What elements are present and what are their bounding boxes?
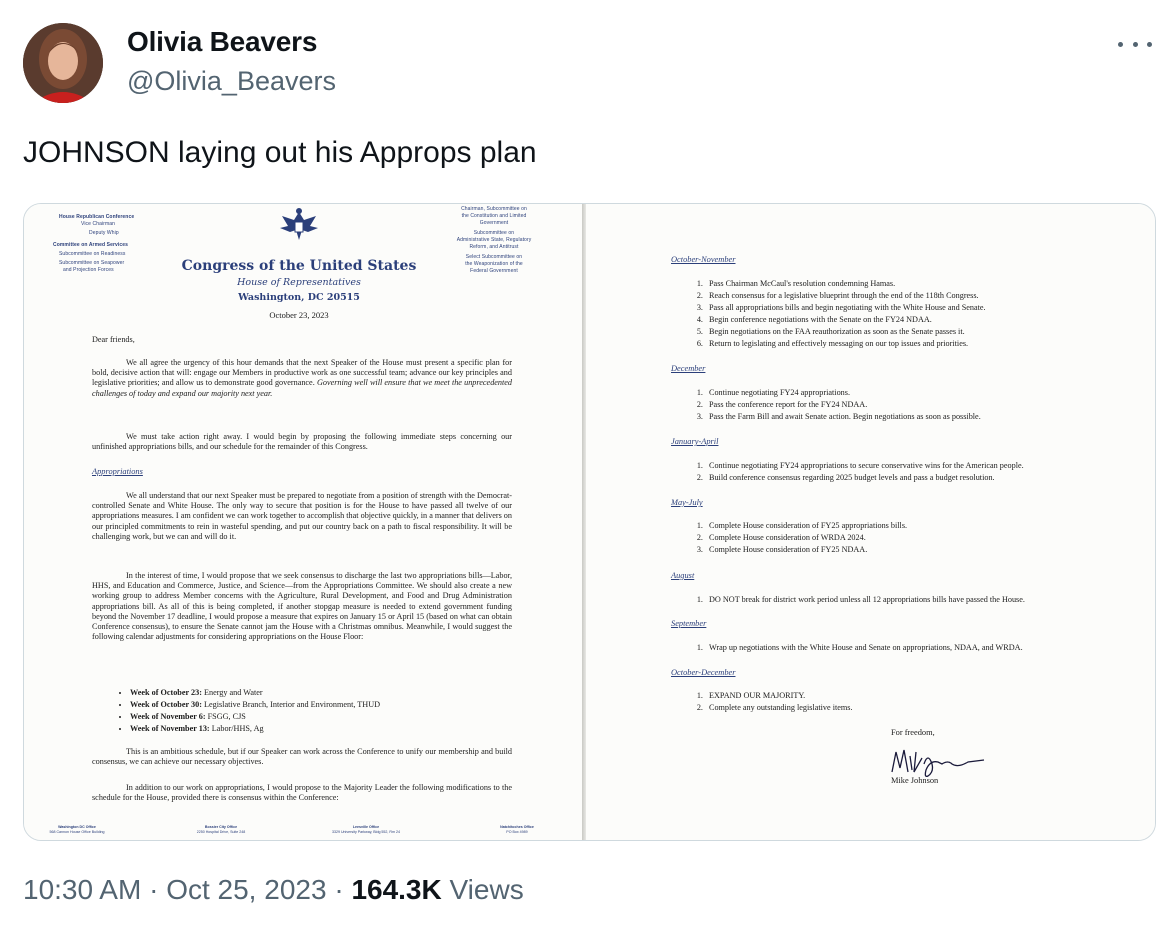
paragraph-5: This is an ambitious schedule, but if our Speaker can work across the Conference to unify our membership and build consensus, we can achieve our necessary objectives.: [92, 747, 512, 767]
separator: ·: [334, 874, 344, 905]
list-item: 1. EXPAND OUR MAJORITY.: [705, 690, 853, 702]
signer-name: Mike Johnson: [891, 776, 939, 785]
list-item: 3. Pass the Farm Bill and await Senate action. Begin negotiations as soon as possible.: [705, 411, 981, 423]
section-list: [671, 520, 907, 556]
views-count[interactable]: 164.3K: [351, 874, 442, 905]
office-address: Washington DC Office 568 Cannon House Office Building: [49, 825, 105, 834]
list-item: 2. Complete House consideration of WRDA 2024.: [705, 532, 907, 544]
tweet-date[interactable]: Oct 25, 2023: [166, 874, 327, 905]
list-item: • Week of November 13: Labor/HHS, Ag: [130, 723, 380, 735]
list-item: 1. Continue negotiating FY24 appropriations.: [705, 387, 981, 399]
tweet-text: JOHNSON laying out his Approps plan: [23, 136, 537, 169]
list-item: 6. Return to legislating and effectively messaging on our top issues and priorities.: [705, 338, 986, 350]
city-address: Washington, DC 20515: [238, 292, 360, 303]
section-heading: January-April: [671, 437, 719, 446]
more-options-icon[interactable]: [1118, 34, 1152, 54]
author-avatar[interactable]: [23, 23, 103, 103]
section-list: [671, 278, 986, 350]
paragraph-6: In addition to our work on appropriations, I would propose to the Majority Leader the following modifications to the schedule for the House, provided there is consensus within the Conference:: [92, 783, 512, 803]
list-item: • Week of October 23: Energy and Water: [130, 687, 380, 699]
list-item: 2. Complete any outstanding legislative items.: [705, 702, 853, 714]
letterhead-right: Chairman, Subcommittee on the Constitution and Limited Government Subcommittee on Administrative State, Regulatory Reform, and Antitrust Select Subcommittee on the Weaponization of the Federal Government: [456, 206, 532, 274]
section-list: [671, 460, 1024, 484]
list-item: 2. Build conference consensus regarding 2025 budget levels and pass a budget resolution.: [705, 472, 1024, 484]
paragraph-4: In the interest of time, I would propose that we seek consensus to discharge the last two appropriations bills—Labor, HHS, and Education and Commerce, Justice, and Science—from the Appropriations Committee. We should also create a new working group to address Member concerns with the Agriculture, Rural Development, and Food and Drug Administration appropriations bill. As all of this is being completed, if another stopgap measure is needed to extend government funding beyond the November 17 deadline, I would propose a measure that expires on January 15 or April 15 (based on what can obtain Conference consensus), to ensure the Senate cannot jam the House with a Christmas omnibus. Meanwhile, I would suggest the following calendar adjustments for considering appropriations on the House Floor:: [92, 571, 512, 642]
paragraph-1: We all agree the urgency of this hour demands that the next Speaker of the House must present a specific plan for bold, decisive action that will: engage our Members in productive work as one successful team; advance our key principles and legislative priorities; and allow us to demonstrate good governance. Governing well will ensure that we meet the unprecedented challenges of today and expand our majority next year.: [92, 358, 513, 398]
list-item: 2. Reach consensus for a legislative blueprint through the end of the 118th Congress.: [705, 290, 986, 302]
list-item: 1. Wrap up negotiations with the White House and Senate on appropriations, NDAA, and WRDA.: [705, 642, 1023, 654]
list-item: • Week of October 30: Legislative Branch, Interior and Environment, THUD: [130, 699, 380, 711]
letterhead-left: House Republican Conference Vice Chairman Deputy Whip Committee on Armed Services Subcommittee on Readiness Subcommittee on Seapower and Projection Forces: [53, 214, 135, 273]
tweet-media-image[interactable]: [23, 203, 1156, 841]
section-heading: December: [671, 364, 706, 373]
list-item: 5. Begin negotiations on the FAA reauthorization as soon as the Senate passes it.: [705, 326, 986, 338]
list-item: 1. Continue negotiating FY24 appropriations to secure conservative wins for the American people.: [705, 460, 1024, 472]
author-handle[interactable]: @Olivia_Beavers: [127, 66, 336, 96]
section-list: [671, 642, 1023, 654]
list-item: 1. DO NOT break for district work period unless all 12 appropriations bills have passed the House.: [705, 594, 1025, 606]
closing: For freedom,: [891, 728, 935, 737]
section-heading: May-July: [671, 498, 703, 507]
list-item: 1. Pass Chairman McCaul's resolution condemning Hamas.: [705, 278, 986, 290]
office-address: Natchitoches Office PO Box 4989: [500, 825, 534, 834]
congress-title: Congress of the United States: [181, 258, 417, 274]
house-name: House of Representatives: [237, 277, 361, 288]
letter-page-2: [586, 204, 1155, 840]
paragraph-3: We all understand that our next Speaker must be prepared to negotiate from a position of strength with the Democrat-controlled Senate and White House. The only way to secure that position is for the House to have passed all twelve of our appropriations measures. I am confident we can work together to accomplish that objective quickly, in a manner that delivers on our principled commitments to rein in wasteful spending, and put our country back on a path to fiscal responsibility. It will be challenging work, but we can and will do it.: [92, 491, 512, 541]
separator: ·: [149, 874, 159, 905]
section-heading: September: [671, 619, 707, 628]
paragraph-2: We must take action right away. I would begin by proposing the following immediate steps concerning our unfinished appropriations bills, and our schedule for the remainder of this Congress.: [92, 432, 512, 452]
section-heading: October-November: [671, 255, 736, 264]
eagle-seal-icon: [276, 206, 322, 246]
section-list: [671, 594, 1025, 606]
section-heading: October-December: [671, 668, 736, 677]
tweet-time[interactable]: 10:30 AM: [23, 874, 142, 905]
list-item: 3. Pass all appropriations bills and begin negotiating with the White House and Senate.: [705, 302, 986, 314]
list-item: • Week of November 6: FSGG, CJS: [130, 711, 380, 723]
salutation: Dear friends,: [92, 335, 135, 344]
section-heading: August: [671, 571, 695, 580]
section-list: [671, 690, 853, 714]
list-item: 2. Pass the conference report for the FY24 NDAA.: [705, 399, 981, 411]
section-list: [671, 387, 981, 423]
list-item: 3. Complete House consideration of FY25 NDAA.: [705, 544, 907, 556]
office-address: Leesville Office 3329 University Parkway, Bldg 552, Rm 24: [331, 825, 401, 834]
tweet-metadata: [23, 874, 524, 906]
list-item: 1. Complete House consideration of FY25 appropriations bills.: [705, 520, 907, 532]
avatar-photo-icon: [23, 23, 103, 103]
views-label: Views: [449, 874, 524, 905]
author-name[interactable]: Olivia Beavers: [127, 26, 318, 57]
letter-page-1: [24, 204, 582, 840]
list-item: 4. Begin conference negotiations with the Senate on the FY24 NDAA.: [705, 314, 986, 326]
office-address: Bossier City Office 2250 Hospital Drive, Suite 248: [196, 825, 246, 834]
floor-schedule-list: [116, 687, 380, 735]
section-heading-appropriations: Appropriations: [92, 467, 143, 476]
letter-date: October 23, 2023: [269, 310, 329, 320]
